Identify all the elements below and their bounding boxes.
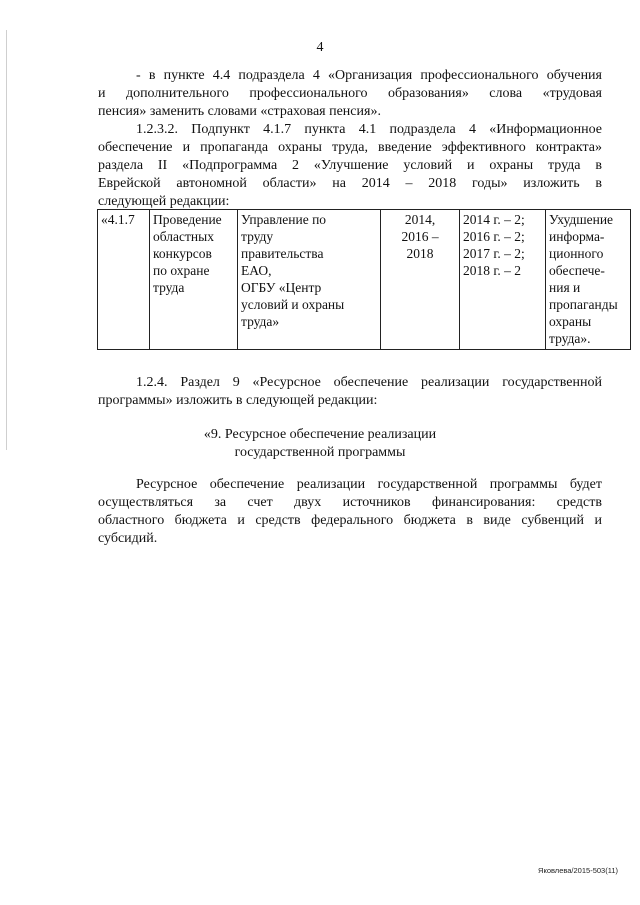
text-line: обеспечение и пропаганда охраны труда, введение эффективного контракта» — [98, 140, 602, 155]
cell-line: 2014, — [404, 212, 436, 227]
cell-line: 2018 — [406, 246, 434, 261]
paragraph-resource-support — [98, 476, 602, 548]
text-line: следующей редакции: — [98, 194, 230, 209]
cell-line: ЕАО, — [241, 263, 272, 278]
text-line: раздела II «Подпрограмма 2 «Улучшение условий и охраны труда в — [98, 158, 602, 173]
text-line: 1.2.3.2. Подпункт 4.1.7 пункта 4.1 подраздела 4 «Информационное — [136, 122, 602, 137]
cell-line: Управление по — [241, 212, 327, 227]
page-number: 4 — [316, 40, 324, 55]
document-code: Яковлева/2015-503(11) — [538, 866, 618, 875]
cell-line: конкурсов — [153, 246, 212, 261]
cell-line: обеспече- — [549, 263, 605, 278]
text-line: программы» изложить в следующей редакции: — [98, 393, 378, 408]
heading-line: «9. Ресурсное обеспечение реализации — [203, 427, 437, 442]
paragraph-amendment-4-1-7 — [98, 121, 602, 211]
text-line: и дополнительного профессионального образования» слова «трудовая — [98, 86, 602, 101]
cell-line: 2016 г. – 2; — [463, 229, 525, 244]
text-line: - в пункте 4.4 подраздела 4 «Организация профессионального обучения — [136, 68, 602, 83]
cell-line: областных — [153, 229, 214, 244]
cell-years — [381, 210, 460, 350]
text-line: Ресурсное обеспечение реализации государственной программы будет — [136, 477, 602, 492]
table-row — [98, 210, 631, 350]
cell-line: по охране — [153, 263, 210, 278]
cell-line: ОГБУ «Центр — [241, 280, 322, 295]
text-line: областного бюджета и средств федерального бюджета в виде субвенций и — [98, 513, 602, 528]
heading-line: государственной программы — [234, 445, 406, 460]
cell-result — [546, 210, 631, 350]
cell-line: труда». — [549, 331, 591, 346]
cell-line: ционного — [549, 246, 604, 261]
cell-line: труду — [241, 229, 274, 244]
cell-line: правительства — [241, 246, 324, 261]
text-line: пенсия» заменить словами «страховая пенсия». — [98, 104, 381, 119]
cell-line: труда» — [241, 314, 280, 329]
cell-line: 2018 г. – 2 — [463, 263, 522, 278]
cell-line: Ухудшение — [549, 212, 614, 227]
cell-line: 2017 г. – 2; — [463, 246, 525, 261]
paragraph-section-9 — [98, 374, 602, 410]
cell-activity — [150, 210, 238, 350]
text-line: 1.2.4. Раздел 9 «Ресурсное обеспечение реализации государственной — [136, 375, 602, 390]
cell-line: 2014 г. – 2; — [463, 212, 525, 227]
cell-line: ния и — [549, 280, 581, 295]
cell-line: пропаганды — [549, 297, 618, 312]
cell-line: труда — [153, 280, 185, 295]
cell-line: охраны — [549, 314, 592, 329]
cell-periods — [460, 210, 546, 350]
scan-edge-line — [6, 30, 7, 450]
text-line: осуществляться за счет двух источников финансирования: средств — [98, 495, 602, 510]
text-line: субсидий. — [98, 531, 158, 546]
cell-number — [98, 210, 150, 350]
cell-line: Проведение — [153, 212, 222, 227]
cell-line: 2016 – — [401, 229, 439, 244]
text-line: Еврейской автономной области» на 2014 – 2018 годы» изложить в — [98, 176, 602, 191]
cell-line: информа- — [549, 229, 605, 244]
cell-line: условий и охраны — [241, 297, 345, 312]
cell-line: «4.1.7 — [101, 212, 135, 227]
cell-executor — [238, 210, 381, 350]
section-heading — [0, 426, 640, 462]
paragraph-amendment-4-4 — [98, 67, 602, 121]
amendment-table — [97, 209, 631, 350]
